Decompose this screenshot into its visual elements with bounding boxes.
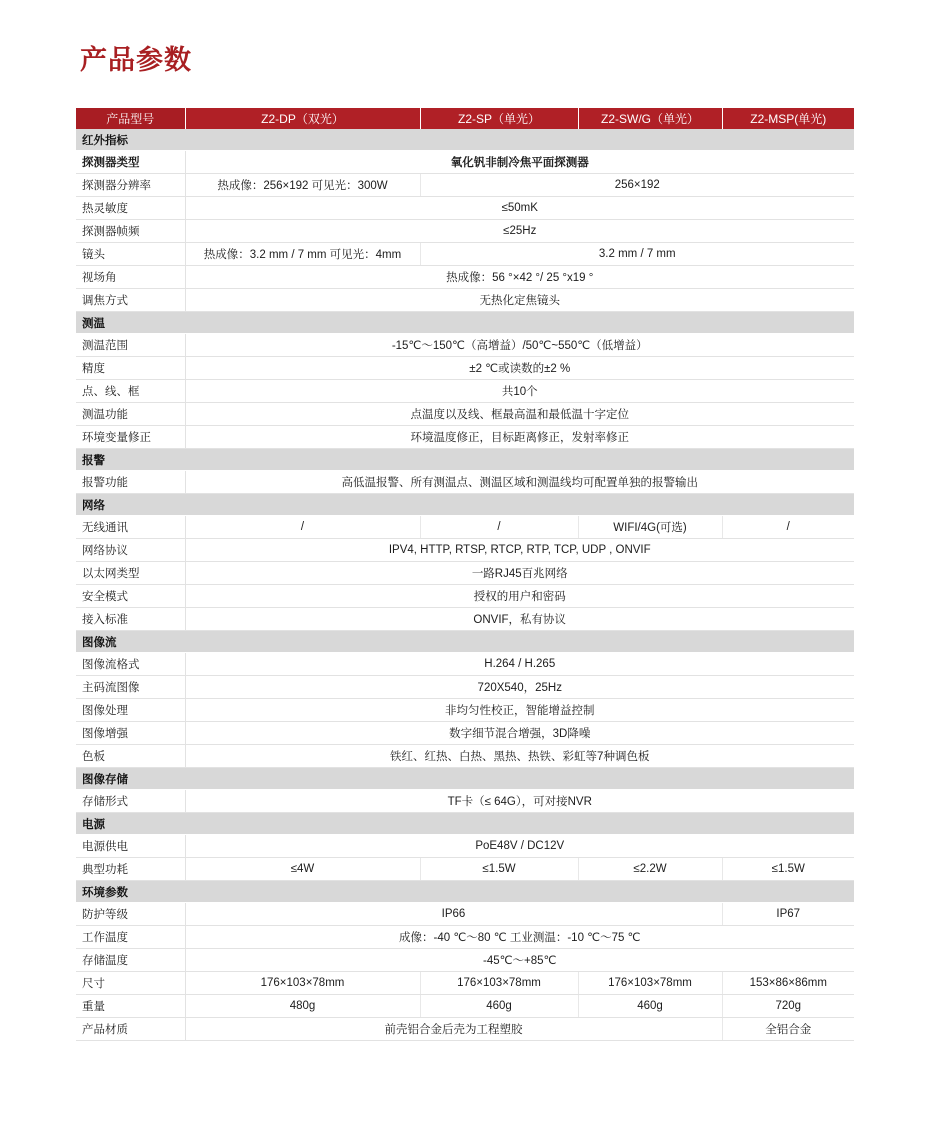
row-value: ≤1.5W bbox=[420, 858, 578, 881]
column-header-z2-swg: Z2-SW/G（单光） bbox=[578, 108, 722, 129]
table-row bbox=[76, 926, 854, 949]
row-value: 点温度以及线、框最高温和最低温十字定位 bbox=[185, 403, 854, 426]
row-label: 典型功耗 bbox=[76, 858, 185, 881]
row-value: 720g bbox=[722, 995, 854, 1018]
row-label: 接入标准 bbox=[76, 608, 185, 631]
row-label: 尺寸 bbox=[76, 972, 185, 995]
table-header bbox=[76, 108, 854, 129]
row-label: 图像流格式 bbox=[76, 653, 185, 676]
table-row bbox=[76, 653, 854, 676]
table-row bbox=[76, 357, 854, 380]
row-label: 测温功能 bbox=[76, 403, 185, 426]
product-spec-table bbox=[76, 108, 854, 1041]
row-value: WIFI/4G(可选) bbox=[578, 516, 722, 539]
row-value: 共10个 bbox=[185, 380, 854, 403]
row-label: 网络协议 bbox=[76, 539, 185, 562]
row-value: IP67 bbox=[722, 903, 854, 926]
table-row bbox=[76, 949, 854, 972]
row-value: IPV4, HTTP, RTSP, RTCP, RTP, TCP, UDP , ONVIF bbox=[185, 539, 854, 562]
section-title: 环境参数 bbox=[76, 881, 854, 903]
table-row bbox=[76, 403, 854, 426]
row-value: TF卡（≤ 64G），可对接NVR bbox=[185, 790, 854, 813]
row-value: / bbox=[420, 516, 578, 539]
section-header-row bbox=[76, 881, 854, 903]
row-value: 前壳铝合金后壳为工程塑胶 bbox=[185, 1018, 722, 1041]
row-value: 460g bbox=[420, 995, 578, 1018]
table-row bbox=[76, 608, 854, 631]
row-label: 图像增强 bbox=[76, 722, 185, 745]
table-row bbox=[76, 745, 854, 768]
section-header-row bbox=[76, 449, 854, 471]
row-value: 3.2 mm / 7 mm bbox=[420, 243, 854, 266]
table-row bbox=[76, 197, 854, 220]
row-label: 以太网类型 bbox=[76, 562, 185, 585]
row-label: 图像处理 bbox=[76, 699, 185, 722]
table-header-row bbox=[76, 108, 854, 129]
section-title: 报警 bbox=[76, 449, 854, 471]
row-value: 176×103×78mm bbox=[420, 972, 578, 995]
row-value: ≤1.5W bbox=[722, 858, 854, 881]
table-row bbox=[76, 972, 854, 995]
row-label: 探测器分辨率 bbox=[76, 174, 185, 197]
column-header-z2-sp: Z2-SP（单光） bbox=[420, 108, 578, 129]
section-title: 测温 bbox=[76, 312, 854, 334]
section-title: 电源 bbox=[76, 813, 854, 835]
row-label: 色板 bbox=[76, 745, 185, 768]
row-label: 存储形式 bbox=[76, 790, 185, 813]
row-value: 176×103×78mm bbox=[185, 972, 420, 995]
table-row bbox=[76, 266, 854, 289]
row-label: 探测器类型 bbox=[76, 151, 185, 174]
table-row bbox=[76, 1018, 854, 1041]
section-title: 红外指标 bbox=[76, 129, 854, 151]
table-row bbox=[76, 903, 854, 926]
section-header-row bbox=[76, 813, 854, 835]
row-value: 热成像：3.2 mm / 7 mm 可见光：4mm bbox=[185, 243, 420, 266]
row-value: ±2 ℃或读数的±2 % bbox=[185, 357, 854, 380]
row-label: 安全模式 bbox=[76, 585, 185, 608]
row-value: 成像：-40 ℃～80 ℃ 工业测温：-10 ℃～75 ℃ bbox=[185, 926, 854, 949]
row-label: 探测器帧频 bbox=[76, 220, 185, 243]
section-title: 图像流 bbox=[76, 631, 854, 653]
row-value: 热成像：56 °×42 °/ 25 °x19 ° bbox=[185, 266, 854, 289]
row-value: 256×192 bbox=[420, 174, 854, 197]
row-value: / bbox=[722, 516, 854, 539]
row-value: 铁红、红热、白热、黑热、热铁、彩虹等7种调色板 bbox=[185, 745, 854, 768]
row-value: 720X540，25Hz bbox=[185, 676, 854, 699]
row-value: 热成像：256×192 可见光：300W bbox=[185, 174, 420, 197]
row-label: 工作温度 bbox=[76, 926, 185, 949]
row-label: 存储温度 bbox=[76, 949, 185, 972]
table-row bbox=[76, 995, 854, 1018]
row-value: 176×103×78mm bbox=[578, 972, 722, 995]
table-row bbox=[76, 151, 854, 174]
row-value: 氧化钒非制冷焦平面探测器 bbox=[185, 151, 854, 174]
table-row bbox=[76, 334, 854, 357]
table-row bbox=[76, 676, 854, 699]
table-body bbox=[76, 129, 854, 1041]
table-row bbox=[76, 426, 854, 449]
row-value: 460g bbox=[578, 995, 722, 1018]
table-row bbox=[76, 790, 854, 813]
row-label: 电源供电 bbox=[76, 835, 185, 858]
section-title: 网络 bbox=[76, 494, 854, 516]
row-label: 环境变量修正 bbox=[76, 426, 185, 449]
row-label: 测温范围 bbox=[76, 334, 185, 357]
table-row bbox=[76, 722, 854, 745]
table-row bbox=[76, 220, 854, 243]
table-row bbox=[76, 835, 854, 858]
page-title: 产品参数 bbox=[80, 45, 192, 75]
row-label: 点、线、框 bbox=[76, 380, 185, 403]
row-value: 无热化定焦镜头 bbox=[185, 289, 854, 312]
row-value: 一路RJ45百兆网络 bbox=[185, 562, 854, 585]
table-row bbox=[76, 539, 854, 562]
section-header-row bbox=[76, 494, 854, 516]
table-row bbox=[76, 471, 854, 494]
row-label: 产品材质 bbox=[76, 1018, 185, 1041]
row-label: 镜头 bbox=[76, 243, 185, 266]
row-label: 视场角 bbox=[76, 266, 185, 289]
row-value: 环境温度修正，目标距离修正，发射率修正 bbox=[185, 426, 854, 449]
row-value: PoE48V / DC12V bbox=[185, 835, 854, 858]
row-value: ≤50mK bbox=[185, 197, 854, 220]
table-row bbox=[76, 562, 854, 585]
row-label: 无线通讯 bbox=[76, 516, 185, 539]
column-header-label: 产品型号 bbox=[76, 108, 185, 129]
row-value: 480g bbox=[185, 995, 420, 1018]
column-header-z2-dp: Z2-DP（双光） bbox=[185, 108, 420, 129]
row-value: ONVIF，私有协议 bbox=[185, 608, 854, 631]
row-value: 153×86×86mm bbox=[722, 972, 854, 995]
table-row bbox=[76, 289, 854, 312]
section-header-row bbox=[76, 631, 854, 653]
row-value: 授权的用户和密码 bbox=[185, 585, 854, 608]
row-value: / bbox=[185, 516, 420, 539]
table-row bbox=[76, 516, 854, 539]
section-header-row bbox=[76, 768, 854, 790]
table-row bbox=[76, 243, 854, 266]
column-header-z2-msp: Z2-MSP(单光) bbox=[722, 108, 854, 129]
row-label: 调焦方式 bbox=[76, 289, 185, 312]
row-value: IP66 bbox=[185, 903, 722, 926]
row-label: 报警功能 bbox=[76, 471, 185, 494]
table-row bbox=[76, 174, 854, 197]
row-value: 全铝合金 bbox=[722, 1018, 854, 1041]
row-label: 主码流图像 bbox=[76, 676, 185, 699]
table-row bbox=[76, 858, 854, 881]
section-header-row bbox=[76, 129, 854, 151]
row-label: 防护等级 bbox=[76, 903, 185, 926]
row-value: 数字细节混合增强，3D降噪 bbox=[185, 722, 854, 745]
row-value: ≤2.2W bbox=[578, 858, 722, 881]
table-row bbox=[76, 699, 854, 722]
row-value: 非均匀性校正，智能增益控制 bbox=[185, 699, 854, 722]
row-value: H.264 / H.265 bbox=[185, 653, 854, 676]
section-header-row bbox=[76, 312, 854, 334]
row-label: 精度 bbox=[76, 357, 185, 380]
row-value: 高低温报警、所有测温点、测温区域和测温线均可配置单独的报警输出 bbox=[185, 471, 854, 494]
section-title: 图像存储 bbox=[76, 768, 854, 790]
row-value: ≤4W bbox=[185, 858, 420, 881]
table-row bbox=[76, 585, 854, 608]
row-value: -15℃～150℃（高增益）/50℃~550℃（低增益） bbox=[185, 334, 854, 357]
row-label: 热灵敏度 bbox=[76, 197, 185, 220]
row-value: -45℃～+85℃ bbox=[185, 949, 854, 972]
row-label: 重量 bbox=[76, 995, 185, 1018]
table-row bbox=[76, 380, 854, 403]
row-value: ≤25Hz bbox=[185, 220, 854, 243]
